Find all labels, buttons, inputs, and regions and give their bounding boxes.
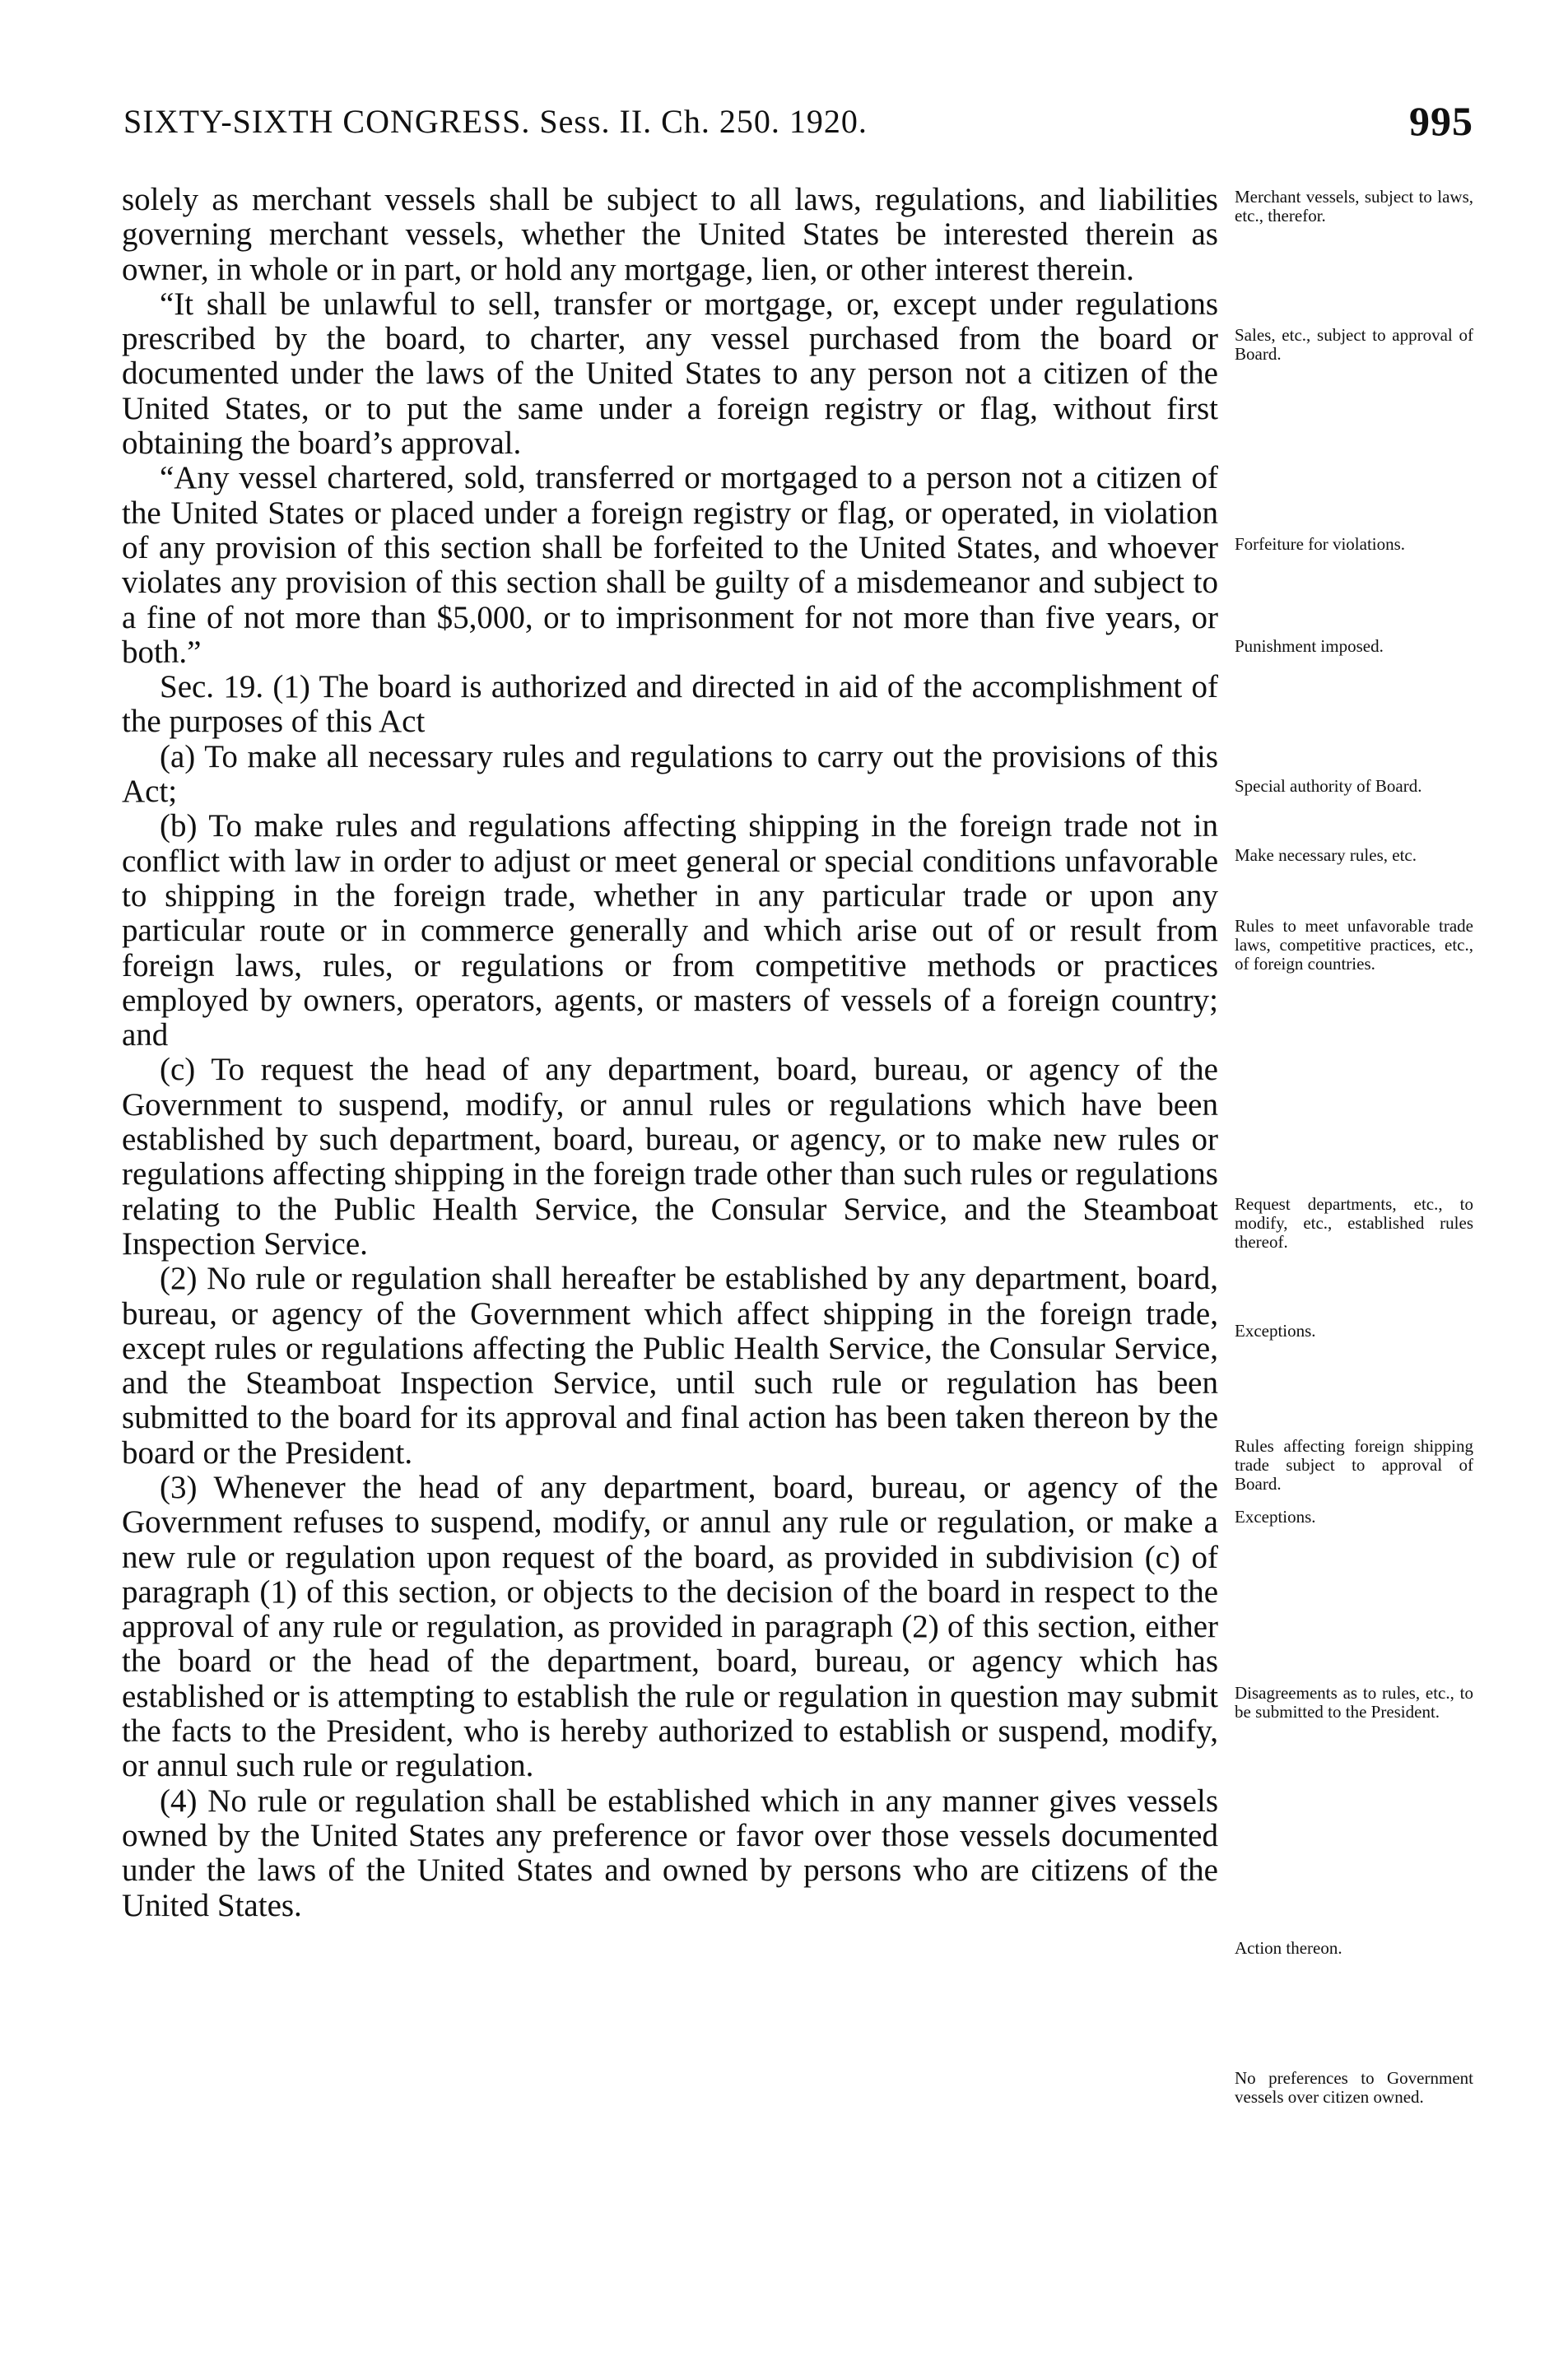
page-header [123,97,1473,146]
paragraph: (b) To make rules and regulations affecting shipping in the foreign trade not in conflict with law in order to adjust or meet general or special conditions unfavorable to shipping in the foreign trade, whether in any particular trade or upon any particular route or in commerce generally and which arise out of or result from foreign laws, rules, or regulations or from competitive methods or practices employed by owners, operators, agents, or masters of vessels of a foreign country; and [122,808,1218,1053]
paragraph: (a) To make all necessary rules and regulations to carry out the provisions of this Act; [122,738,1218,810]
margin-note: Request departments, etc., to modify, etc., established rules thereof. [1235,1194,1473,1252]
margin-note: Disagreements as to rules, etc., to be submitted to the President. [1235,1683,1473,1722]
paragraph: (2) No rule or regulation shall hereafter be established by any department, board, bureau, or agency of the Government which affect shipping in the foreign trade, except rules or regulations affecting the Public Health Service, the Consular Service, and the Steamboat Inspection Service, until such rule or regulation has been submitted to the board for its approval and final action has been taken thereon by the board or the President. [122,1261,1218,1471]
main-text [122,183,1218,1923]
paragraph: Sec. 19. (1) The board is authorized and directed in aid of the accomplishment of the purposes of this Act [122,669,1218,740]
paragraph: (c) To request the head of any department, board, bureau, or agency of the Government to suspend, modify, or annul rules or regulations which have been established by such department, board, bureau, or agency, or to make new rules or regulations affecting shipping in the foreign trade other than such rules or regulations relating to the Public Health Service, the Consular Service, and the Steamboat Inspection Service. [122,1052,1218,1262]
margin-note: Action thereon. [1235,1938,1342,1958]
margin-note: Exceptions. [1235,1321,1316,1341]
paragraph: “Any vessel chartered, sold, transferred or mortgaged to a person not a citizen of the United States or placed under a foreign registry or flag, or operated, in violation of any provision of this section shall be forfeited to the United States, and whoever violates any provision of this section shall be guilty of a misdemeanor and subject to a fine of not more than $5,000, or to imprisonment for not more than five years, or both.” [122,460,1218,670]
margin-note: Exceptions. [1235,1507,1316,1527]
paragraph: solely as merchant vessels shall be subject to all laws, regulations, and liabilities governing merchant vessels, whether the United States be interested therein as owner, in whole or in part, or hold any mortgage, lien, or other interest therein. [122,182,1218,287]
margin-note: Sales, etc., subject to approval of Board. [1235,325,1473,364]
margin-note: Rules affecting foreign shipping trade subject to approval of Board. [1235,1436,1473,1494]
margin-note: Make necessary rules, etc. [1235,845,1417,865]
margin-note: Special authority of Board. [1235,776,1422,796]
running-head: SIXTY-SIXTH CONGRESS. Sess. II. Ch. 250. 1920. [123,103,868,140]
page-number: 995 [1409,98,1473,144]
margin-note: Punishment imposed. [1235,636,1384,656]
paragraph: (3) Whenever the head of any department, board, bureau, or agency of the Government refuses to suspend, modify, or annul any rule or regulation, or make a new rule or regulation upon request of the board, as provided in subdivision (c) of paragraph (1) of this section, or objects to the decision of the board in respect to the approval of any rule or regulation, as provided in paragraph (2) of this section, either the board or the head of the department, board, bureau, or agency which has established or is attempting to establish the rule or regulation in question may submit the facts to the President, who is hereby authorized to establish or suspend, modify, or annul such rule or regulation. [122,1469,1218,1784]
margin-note: No preferences to Government vessels over citizen owned. [1235,2068,1473,2107]
paragraph: (4) No rule or regulation shall be established which in any manner gives vessels owned by the United States any preference or favor over those vessels documented under the laws of the United States and owned by persons who are citizens of the United States. [122,1783,1218,1923]
margin-note: Forfeiture for violations. [1235,534,1406,554]
margin-note: Rules to meet unfavorable trade laws, competitive practices, etc., of foreign countries. [1235,916,1473,974]
margin-note: Merchant vessels, subject to laws, etc., therefor. [1235,187,1473,225]
paragraph: “It shall be unlawful to sell, transfer or mortgage, or, except under regulations prescribed by the board, to charter, any vessel purchased from the board or documented under the laws of the United States to any person not a citizen of the United States, or to put the same under a foreign registry or flag, without first obtaining the board’s approval. [122,286,1218,462]
